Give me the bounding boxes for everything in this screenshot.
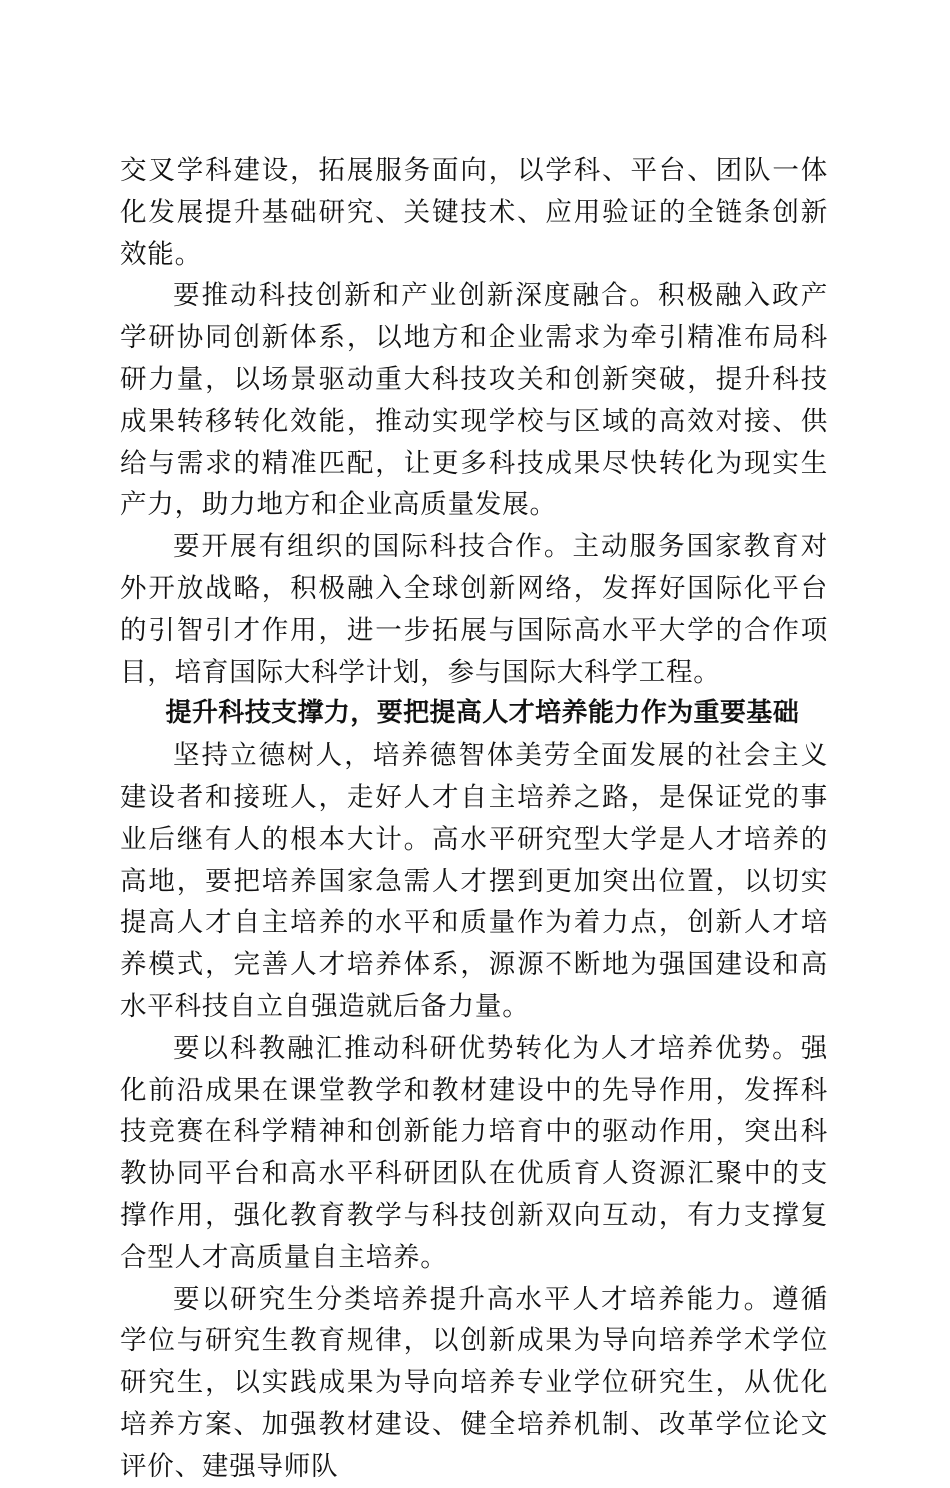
paragraph-interdisciplinary-continuation: 交叉学科建设，拓展服务面向，以学科、平台、团队一体化发展提升基础研究、关键技术、应用验证的全链条创新效能。 [120, 155, 828, 270]
paragraph-industry-integration: 要推动科技创新和产业创新深度融合。积极融入政产学研协同创新体系，以地方和企业需求为牵引精准布局科研力量，以场景驱动重大科技攻关和创新突破，提升科技成果转移转化效能，推动实现学校与区域的高效对接、供给与需求的精准匹配，让更多科技成果尽快转化为现实生产力，助力地方和企业高质量发展。 [120, 280, 828, 521]
paragraph-international-cooperation: 要开展有组织的国际科技合作。主动服务国家教育对外开放战略，积极融入全球创新网络，发挥好国际化平台的引智引才作用，进一步拓展与国际高水平大学的合作项目，培育国际大科学计划，参与国际大科学工程。 [120, 531, 828, 688]
paragraph-graduate-education: 要以研究生分类培养提升高水平人才培养能力。遵循学位与研究生教育规律，以创新成果为导向培养学术学位研究生，以实践成果为导向培养专业学位研究生，从优化培养方案、加强教材建设、健全培养机制、改革学位论文评价、建强导师队 [120, 1283, 828, 1482]
section-heading: 提升科技支撑力，要把提高人才培养能力作为重要基础 [165, 698, 800, 729]
paragraph-talent-cultivation: 坚持立德树人，培养德智体美劳全面发展的社会主义建设者和接班人，走好人才自主培养之路，是保证党的事业后继有人的根本大计。高水平研究型大学是人才培养的高地，要把培养国家急需人才摆到更加突出位置，以切实提高人才自主培养的水平和质量作为着力点，创新人才培养模式，完善人才培养体系，源源不断地为强国建设和高水平科技自立自强造就后备力量。 [120, 740, 828, 1022]
document-body [120, 150, 828, 1488]
paragraph-science-education-integration: 要以科教融汇推动科研优势转化为人才培养优势。强化前沿成果在课堂教学和教材建设中的先导作用，发挥科技竞赛在科学精神和创新能力培育中的驱动作用，突出科教协同平台和高水平科研团队在优质育人资源汇聚中的支撑作用，强化教育教学与科技创新双向互动，有力支撑复合型人才高质量自主培养。 [120, 1032, 828, 1273]
